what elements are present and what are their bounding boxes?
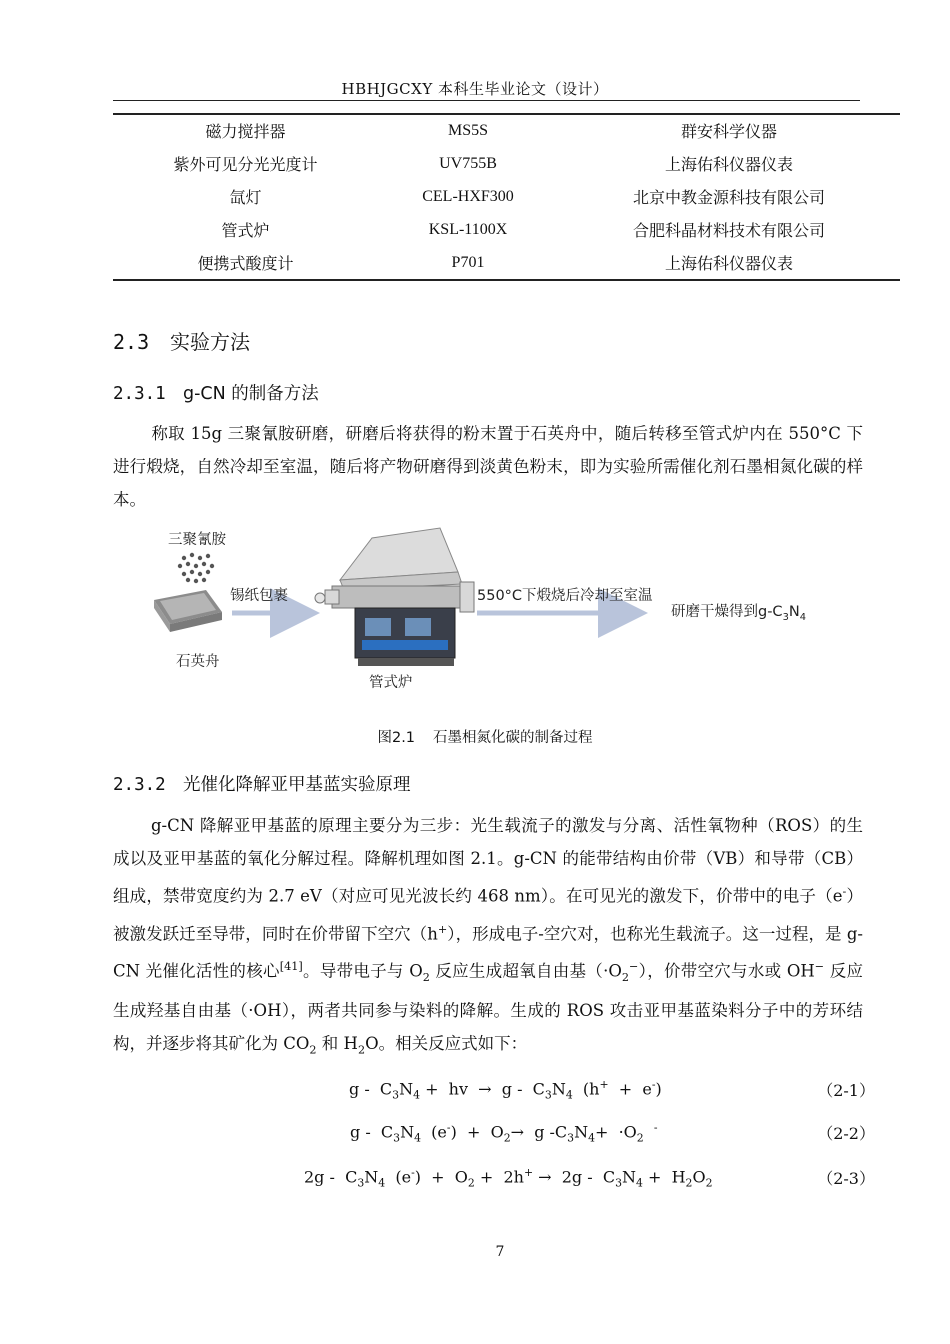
table-row: 紫外可见分光光度计 UV755B 上海佑科仪器仪表 — [173, 154, 793, 174]
quartz-boat — [154, 590, 222, 632]
wrap-label: 锡纸包裹 — [230, 588, 288, 604]
section-heading-2-3-2: 2.3.2 光催化降解亚甲基蓝实验原理 — [113, 775, 411, 795]
melamine-label: 三聚氰胺 — [168, 532, 226, 548]
table-row: 管式炉 KSL-1100X 合肥科晶材料技术有限公司 — [221, 220, 825, 240]
grind-label: 研磨干燥得到$g-C_3N_4$ — [671, 604, 806, 623]
quartz-boat-label: 石英舟 — [176, 654, 220, 670]
equation-2-3 — [113, 1166, 875, 1196]
section-heading-2-3-1: 2.3.1 g-CN 的制备方法 — [113, 384, 319, 404]
equation-number: （2-1） — [817, 1081, 875, 1100]
furnace-label: 管式炉 — [369, 675, 413, 691]
tube-furnace — [315, 528, 474, 666]
equation-formula: g - $C_3N_4$ + hv → g - $C_3N_4$ (h+ + e-) — [349, 1078, 662, 1102]
preparation-figure — [140, 520, 840, 700]
table-row: 便携式酸度计 P701 上海佑科仪器仪表 — [197, 253, 793, 273]
running-header: HBHJGCXY 本科生毕业论文（设计） — [341, 80, 609, 98]
equipment-table — [113, 114, 900, 281]
calcine-label: 550°C下煅烧后冷却至室温 — [477, 588, 653, 604]
page-number: 7 — [495, 1244, 505, 1260]
principle-paragraph: g-CN 降解亚甲基蓝的原理主要分为三步：光生载流子的激发与分离、活性氧物种（ROS）的生成以及亚甲基蓝的氧化分解过程。降解机理如图 2.1。g-CN 的能带结构由价带（VB）和导带（CB）组成，禁带宽度约为 2.7 eV（对应可见光波长约 468 nm）。在可见光的激发下，价带中的电子（e-）被激发跃迁至导带，同时在价带留下空穴（h+），形成电子-空穴对，也称光生载流子。这一过程，是 g-CN 光催化活性的核心[41]。导带电子与 $O_2$ 反应生成超氧自由基$(\cdot O_2^-)$，价带空穴与水或 OH− 反应生成羟基自由基（·OH），两者共同参与染料的降解。生成的 ROS 攻击亚甲基蓝染料分子中的芳环结构，并逐步将其矿化为 $CO_2$ 和 $H_2O$。相关反应式如下： — [113, 816, 864, 1057]
equation-number: （2-2） — [817, 1124, 875, 1143]
equation-formula: $2g - C_3N_4$ $(e^-) + O_2 + 2h^+ \to 2g - C_3N_4 + H_2O_2$ — [304, 1166, 713, 1190]
preparation-paragraph: 称取 15g 三聚氰胺研磨，研磨后将获得的粉末置于石英舟中，随后转移至管式炉内在 550°C 下进行煅烧，自然冷却至室温，随后将产物研磨得到淡黄色粉末，即为实验所需催化剂石墨相氮化碳的样本。 — [113, 424, 863, 509]
table-row: 氙灯 CEL-HXF300 北京中教金源科技有限公司 — [229, 187, 825, 207]
header-rule — [113, 100, 860, 101]
equation-formula: g - $C_3N_4$ $(e^-) + O_2\to g$ $-C_3N_4+ \cdot O_2$ - — [350, 1121, 658, 1145]
section-heading-2-3: 2.3 实验方法 — [113, 330, 250, 354]
equation-2-2 — [113, 1121, 875, 1151]
equation-number: （2-3） — [817, 1169, 875, 1188]
citation: [41] — [279, 960, 303, 973]
table-row: 磁力搅拌器 MS5S 群安科学仪器 — [205, 121, 777, 141]
melamine-dots — [178, 553, 214, 583]
figure-caption: 图2.1 石墨相氮化碳的制备过程 — [377, 730, 593, 746]
equation-2-1 — [113, 1078, 875, 1108]
